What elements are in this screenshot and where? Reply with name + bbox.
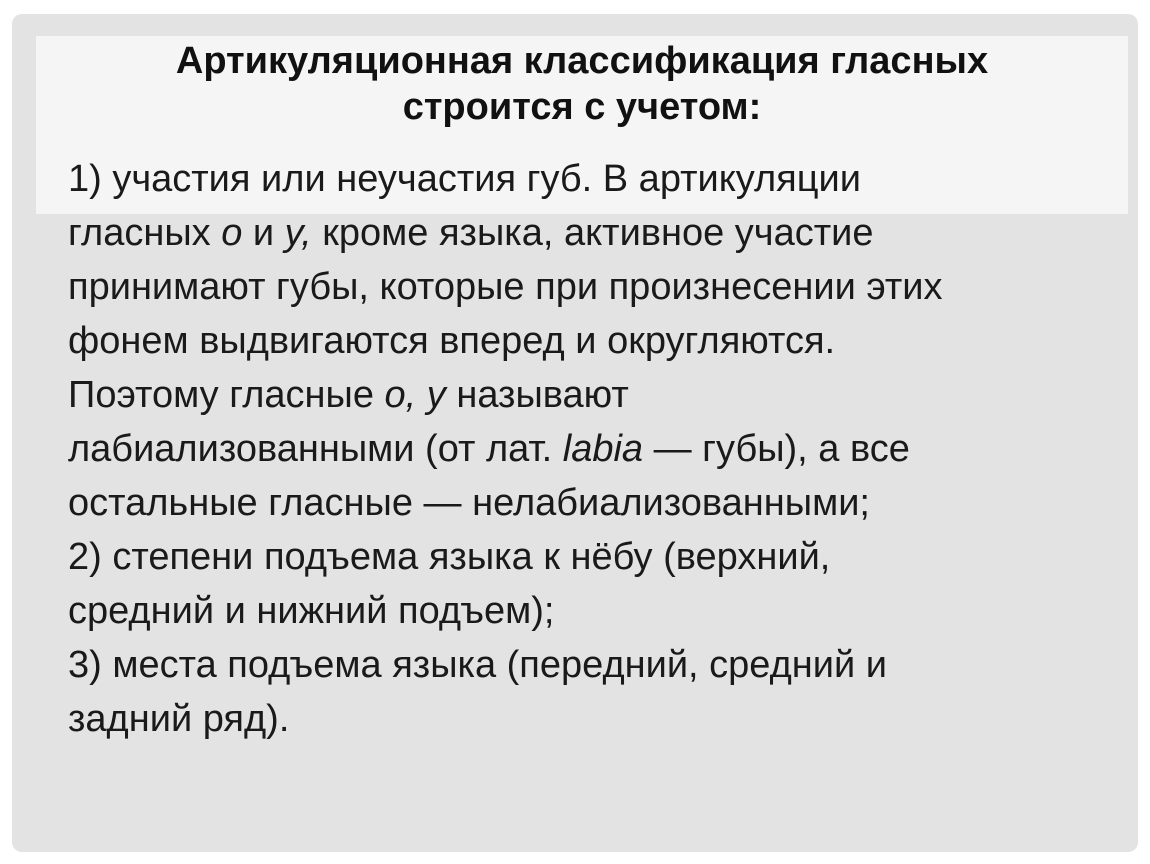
body-text: остальные гласные — нелабиализованными;	[68, 482, 870, 524]
body-text: 2) степени подъема языка к нёбу (верхний,	[68, 536, 831, 578]
body-line-7	[68, 476, 1118, 530]
slide-body	[68, 152, 1118, 746]
body-line-6	[68, 422, 1118, 476]
body-text: фонем выдвигаются вперед и округляются.	[68, 320, 836, 362]
body-line-2	[68, 206, 1118, 260]
body-line-5	[68, 368, 1118, 422]
body-text: кроме языка, активное участие	[311, 212, 874, 254]
body-text: 1) участия или неучастия губ. В артикуляции	[68, 158, 861, 200]
body-text: средний и нижний подъем);	[68, 590, 555, 632]
body-line-1	[68, 152, 1118, 206]
body-text: и	[242, 212, 285, 254]
slide-title-line-1: Артикуляционная классификация гласных	[175, 40, 989, 82]
body-line-4	[68, 314, 1118, 368]
body-text: — губы), а все	[643, 428, 910, 470]
body-line-3	[68, 260, 1118, 314]
body-text: лабиализованными (от лат.	[68, 428, 563, 470]
slide-title-line-2: строится с учетом:	[402, 86, 762, 128]
body-line-11	[68, 692, 1118, 746]
body-line-10	[68, 638, 1118, 692]
slide-title	[36, 38, 1128, 130]
italic-term: у,	[284, 212, 312, 254]
body-text: принимают губы, которые при произнесении этих	[68, 266, 943, 308]
slide	[12, 14, 1138, 852]
body-text: задний ряд).	[68, 698, 290, 740]
body-line-8	[68, 530, 1118, 584]
body-line-9	[68, 584, 1118, 638]
body-text: называют	[445, 374, 629, 416]
body-text: гласных	[68, 212, 222, 254]
italic-term: о	[221, 212, 243, 254]
italic-term: labia	[562, 428, 644, 470]
body-text: 3) места подъема языка (передний, средний и	[68, 644, 888, 686]
italic-term: о, у	[384, 374, 446, 416]
body-text: Поэтому гласные	[68, 374, 385, 416]
